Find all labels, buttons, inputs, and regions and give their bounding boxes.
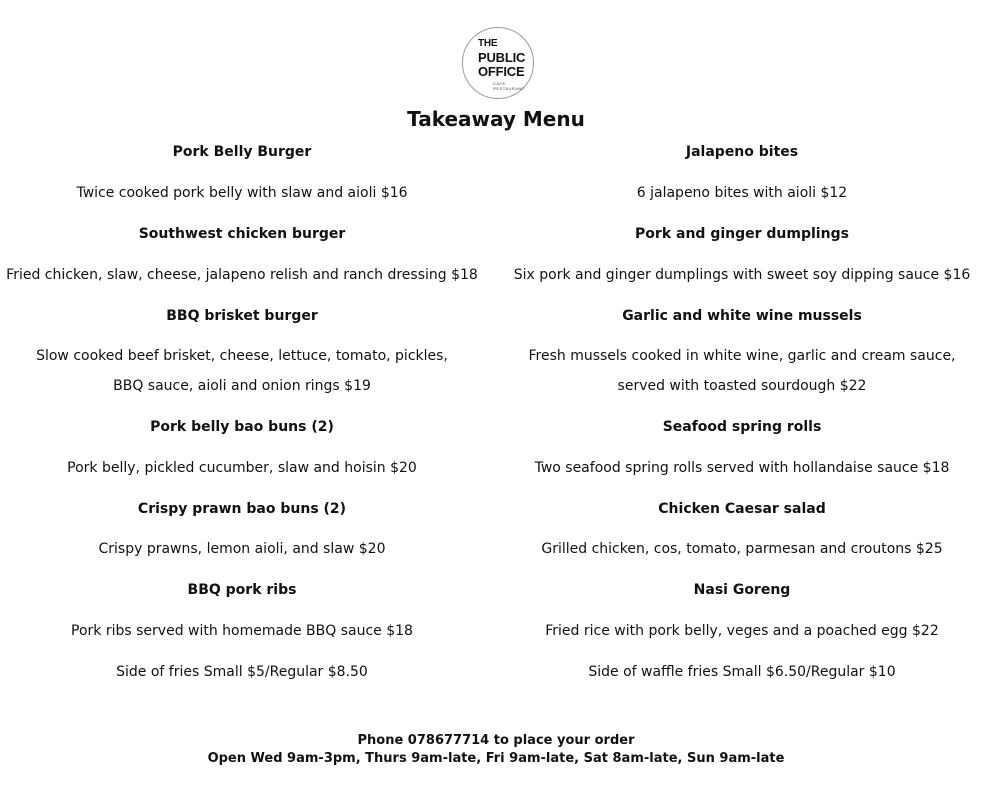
order-phone: Phone 078677714 to place your order	[357, 733, 635, 748]
item-description: Fried chicken, slaw, cheese, jalapeno relish and ranch dressing $18	[6, 267, 478, 283]
item-description: Slow cooked beef brisket, cheese, lettuce, tomato, pickles, BBQ sauce, aioli and onion rings $19	[36, 348, 448, 394]
item-description: Six pork and ginger dumplings with sweet soy dipping sauce $16	[513, 267, 971, 283]
item-name: Pork and ginger dumplings	[635, 226, 849, 242]
side-option: Side of fries Small $5/Regular $8.50	[116, 664, 368, 680]
item-name: Garlic and white wine mussels	[622, 308, 862, 324]
item-name: Crispy prawn bao buns (2)	[137, 501, 347, 517]
logo-line-office: OFFICE	[478, 64, 525, 79]
item-description: 6 jalapeno bites with aioli $12	[636, 185, 848, 201]
item-description: Fried rice with pork belly, veges and a poached egg $22	[545, 623, 939, 639]
item-name: BBQ brisket burger	[166, 308, 318, 324]
logo-line-public: PUBLIC	[478, 50, 526, 65]
item-name: BBQ pork ribs	[187, 582, 297, 598]
item-description: Two seafood spring rolls served with hollandaise sauce $18	[534, 460, 950, 476]
item-name: Nasi Goreng	[693, 582, 791, 598]
item-description: Grilled chicken, cos, tomato, parmesan and croutons $25	[541, 541, 943, 557]
logo-subtitle-restaurant: RESTAURANT	[493, 86, 525, 91]
item-description: Twice cooked pork belly with slaw and aioli $16	[76, 185, 408, 201]
side-option: Side of waffle fries Small $6.50/Regular $10	[588, 664, 896, 680]
item-name: Jalapeno bites	[685, 144, 799, 160]
item-name: Pork Belly Burger	[172, 144, 312, 160]
item-name: Pork belly bao buns (2)	[150, 419, 334, 435]
restaurant-logo	[462, 27, 534, 99]
item-name: Seafood spring rolls	[662, 419, 822, 435]
item-description: Pork belly, pickled cucumber, slaw and hoisin $20	[67, 460, 417, 476]
item-description: Crispy prawns, lemon aioli, and slaw $20	[98, 541, 386, 557]
item-description: Fresh mussels cooked in white wine, garlic and cream sauce, served with toasted sourdough $22	[528, 348, 956, 394]
item-description: Pork ribs served with homemade BBQ sauce $18	[71, 623, 413, 639]
logo-subtitle-cafe: CAFE	[493, 81, 506, 86]
logo-subtitle	[493, 81, 525, 91]
menu-title: Takeaway Menu	[407, 107, 585, 131]
opening-hours: Open Wed 9am-3pm, Thurs 9am-late, Fri 9am-late, Sat 8am-late, Sun 9am-late	[207, 751, 785, 766]
item-name: Chicken Caesar salad	[658, 501, 826, 517]
item-name: Southwest chicken burger	[138, 226, 346, 242]
logo-line-the: THE	[478, 38, 498, 49]
